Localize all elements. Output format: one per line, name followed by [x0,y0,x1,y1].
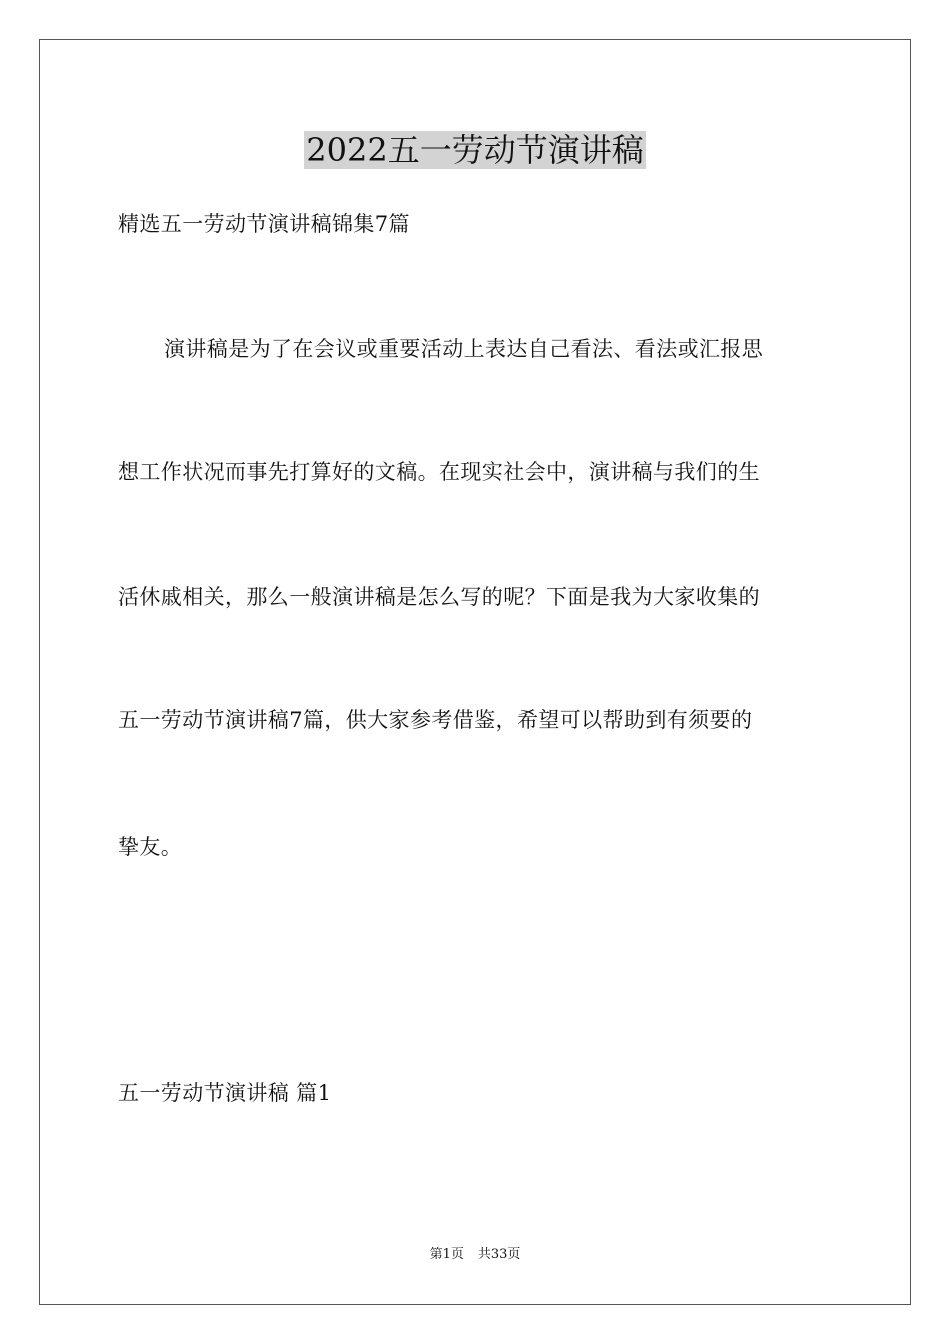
document-title [0,128,950,172]
paragraph-line-5: 挚友。 [118,835,183,859]
document-subtitle: 精选五一劳动节演讲稿锦集7篇 [118,212,410,236]
page-footer [0,1246,950,1264]
page-number: 第1页 [429,1247,464,1262]
document-title-text: 2022五一劳动节演讲稿 [306,131,644,169]
paragraph-line-2: 想工作状况而事先打算好的文稿。在现实社会中，演讲稿与我们的生 [118,460,760,484]
section-heading: 五一劳动节演讲稿 篇1 [118,1081,332,1105]
paragraph-line-1: 演讲稿是为了在会议或重要活动上表达自己看法、看法或汇报思 [164,337,764,361]
paragraph-line-3: 活休戚相关，那么一般演讲稿是怎么写的呢？下面是我为大家收集的 [118,585,760,609]
page-total: 共33页 [477,1247,521,1262]
paragraph-line-4: 五一劳动节演讲稿7篇，供大家参考借鉴，希望可以帮助到有须要的 [118,708,753,732]
